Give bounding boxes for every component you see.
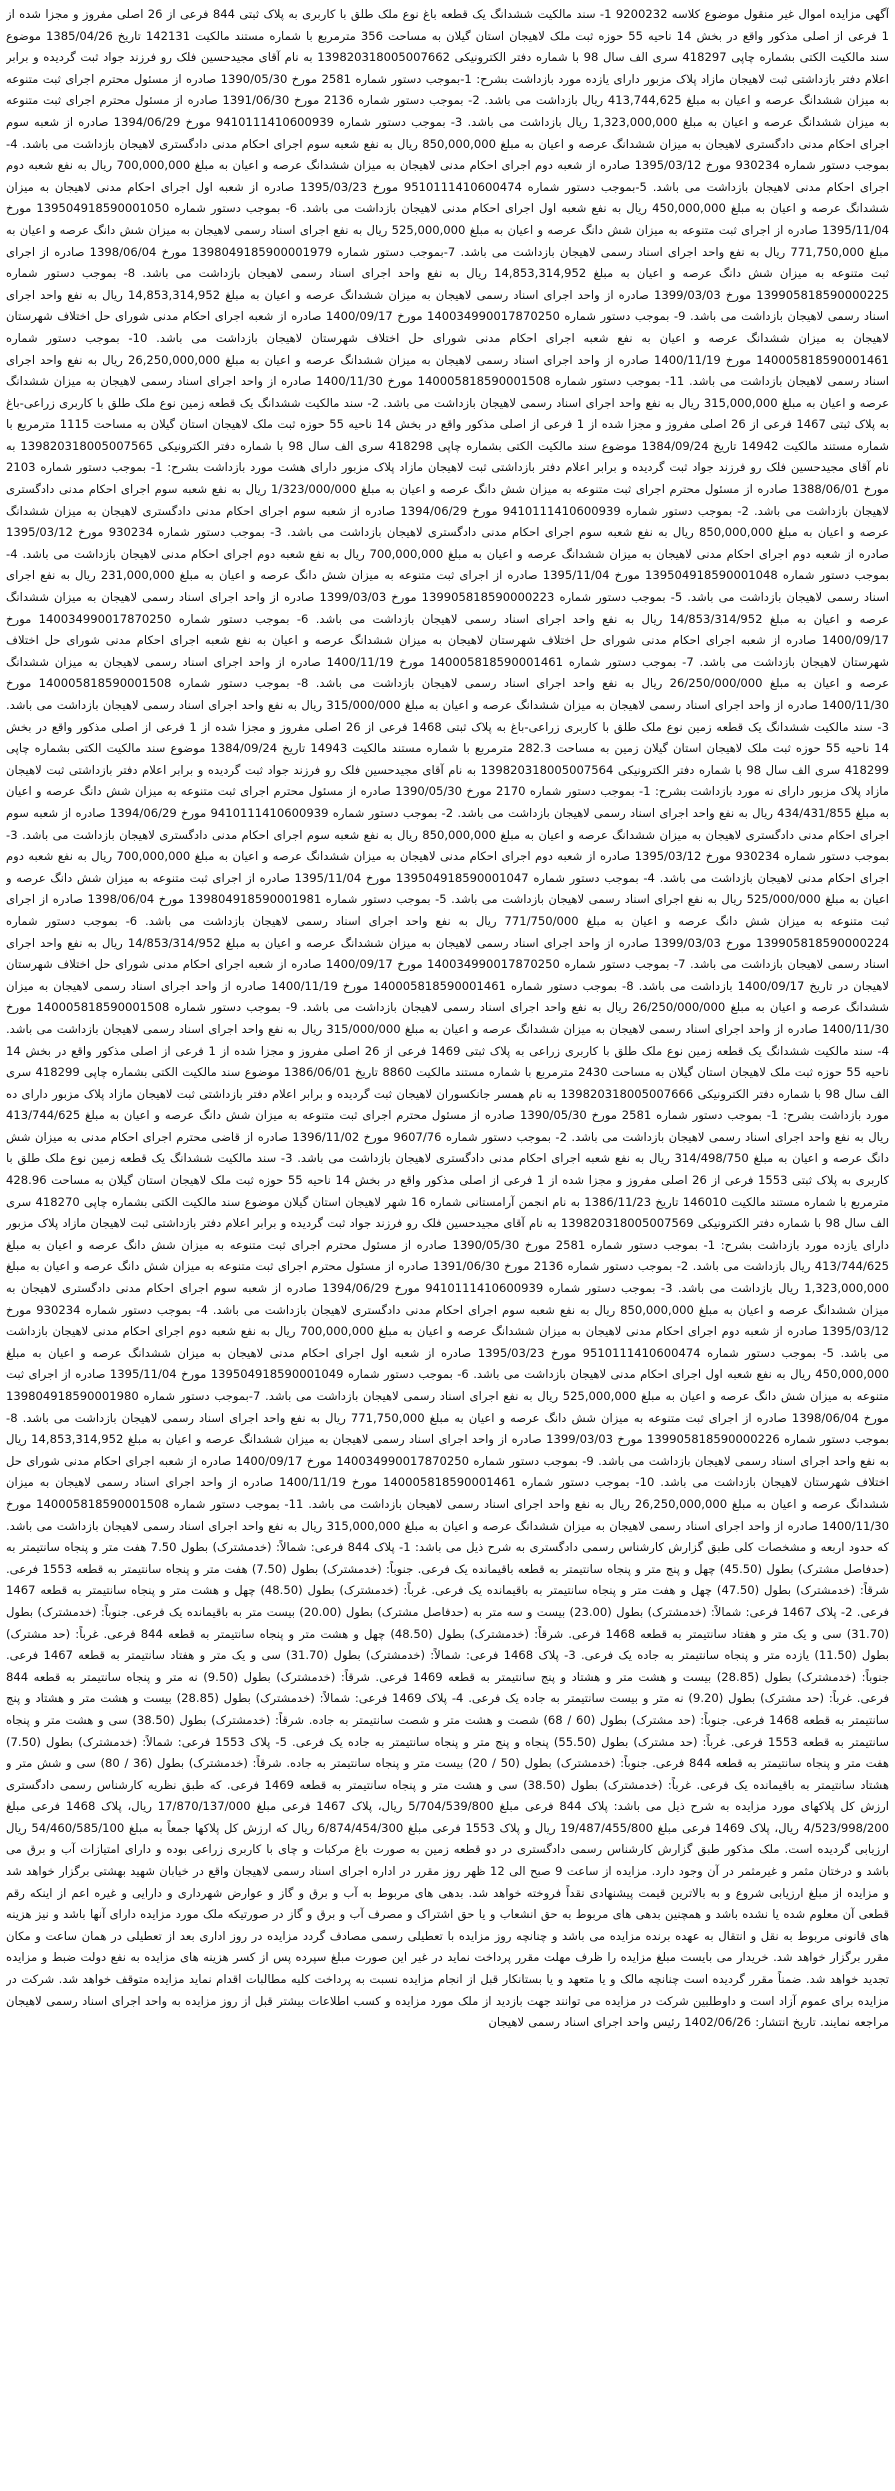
auction-notice-body: آگهی مزایده اموال غیر منقول موضوع کلاسه 9200232 1- سند مالکیت ششدانگ یک قطعه باغ نوع ملک طلق با کاربری به پلاک ثبتی 844 فرعی از 26 اصلی مفروز و مجزا شده از 1 فرعی از اصلی مذکور واقع در بخش 14 ناحیه 55 حوزه ثبت ملک لاهیجان استان گیلان به مساحت 356 مترمربع با شماره مستند مالکیت 142131 تاریخ 1385/04/26 موضوع سند مالکیت الکتی بشماره چاپی 418297 سری الف سال 98 با شماره دفتر الکترونیکی 139820318005007662 به نام آقای مجیدحسین فلک رو فرزند جواد ثبت گردیده و برابر اعلام دفتر بازداشتی ثبت لاهیجان مازاد پلاک مزبور دارای یازده مورد بازداشت بشرح: 1-بموجب دستور شماره 2581 مورخ 1390/05/30 صادره از مسئول محترم اجرای ثبت متنوعه به میزان ششدانگ عرصه و اعیان به مبلغ 413,744,625 ریال بازداشت می باشد. 2- بموجب دستور شماره 2136 مورخ 1391/06/30 صادره از مسئول محترم اجرای ثبت متنوعه به میزان ششدانگ عرصه و اعیان به مبلغ 1,323,000,000 ریال بازداشت می باشد. 3- بموجب دستور شماره 9410111410600939 مورخ 1394/06/29 صادره از شعبه سوم اجرای احکام مدنی دادگستری لاهیجان به میزان ششدانگ عرصه و اعیان به مبلغ 850,000,000 ریال به نفع شعبه سوم اجرای احکام مدنی دادگستری لاهیجان بازداشت می باشد. 4- بموجب دستور شماره 930234 مورخ 1395/03/12 صادره از شعبه دوم اجرای احکام مدنی لاهیجان به میزان ششدانگ عرصه و اعیان به مبلغ 700,000,000 ریال به نفع شعبه دوم اجرای احکام مدنی لاهیجان بازداشت می باشد. 5-بموجب دستور شماره 9510111410600474 مورخ 1395/03/23 صادره از شعبه اول اجرای احکام مدنی لاهیجان به میزان ششدانگ عرصه و اعیان به مبلغ 450,000,000 ریال به نفع شعبه اول اجرای احکام مدنی لاهیجان بازداشت می باشد. 6- بموجب دستور شماره 139504918590001050 مورخ 1395/11/04 صادره از اجرای ثبت متنوعه به میزان شش دانگ عرصه و اعیان به مبلغ 525,000,000 ریال به نفع اجرای اسناد رسمی لاهیجان به میزان شش دانگ عرصه و اعیان به مبلغ 771,750,000 ریال به نفع واحد اجرای اسناد رسمی لاهیجان بازداشت می باشد. 7-بموجب دستور شماره 1398049185900001979 مورخ 1398/06/04 صادره از اجرای ثبت متنوعه به میزان شش دانگ عرصه و اعیان به مبلغ 14,853,314,952 ریال به نفع واحد اجرای اسناد رسمی لاهیجان بازداشت می باشد. 8- بموجب دستور شماره 139905818590000225 مورخ 1399/03/03 صادره از واحد اجرای اسناد رسمی لاهیجان به میزان ششدانگ عرصه و اعیان به مبلغ 14,853,314,952 ریال به نفع واحد اجرای اسناد رسمی لاهیجان بازداشت می باشد. 9- بموجب دستور شماره 140034990017870250 مورخ 1400/09/17 صادره از شعبه اجرای احکام مدنی شورای حل اختلاف شهرستان لاهیجان به میزان ششدانگ عرصه و اعیان به نفع شعبه اجرای احکام مدنی شورای حل اختلاف شهرستان لاهیجان بازداشت می باشد. 10- بموجب دستور شماره 140005818590001461 مورخ 1400/11/19 صادره از واحد اجرای اسناد رسمی لاهیجان به میزان ششدانگ عرصه و اعیان به مبلغ 26,250,000,000 ریال به نفع واحد اجرای اسناد رسمی لاهیجان بازداشت می باشد. 11- بموجب دستور شماره 140005818590001508 مورخ 1400/11/30 صادره از واحد اجرای اسناد رسمی لاهیجان به میزان ششدانگ عرصه و اعیان به مبلغ 315,000,000 ریال به نفع واحد اجرای اسناد رسمی لاهیجان بازداشت می باشد. 2- سند مالکیت ششدانگ یک قطعه زمین نوع ملک طلق با کاربری زراعی-باغ به پلاک ثبتی 1467 فرعی از 26 اصلی مفروز و مجزا شده از 1 فرعی از اصلی مذکور واقع در بخش 14 ناحیه 55 حوزه ثبت ملک لاهیجان استان گیلان به مساحت 1115 مترمربع با شماره مستند مالکیت 14942 تاریخ 1384/09/24 موضوع سند مالکیت الکتی بشماره چاپی 418298 سری الف سال 98 با شماره دفتر الکترونیکی 139820318005007565 به نام آقای مجیدحسین فلک رو فرزند جواد ثبت گردیده و برابر اعلام دفتر بازداشتی ثبت لاهیجان مازاد پلاک مزبور دارای هشت مورد بازداشت بشرح: 1- بموجب دستور شماره 2103 مورخ 1388/06/01 صادره از مسئول محترم اجرای ثبت متنوعه به میزان شش دانگ عرصه و اعیان به مبلغ 1/323/000/000 ریال به نفع شعبه سوم اجرای احکام مدنی دادگستری لاهیجان بازداشت می باشد. 2- بموجب دستور شماره 9410111410600939 مورخ 1394/06/29 صادره از شعبه سوم اجرای احکام مدنی دادگستری لاهیجان به میزان ششدانگ عرصه و اعیان به مبلغ 850,000,000 ریال به نفع شعبه سوم اجرای احکام مدنی دادگستری لاهیجان بازداشت می باشد. 3- بموجب دستور شماره 930234 مورخ 1395/03/12 صادره از شعبه دوم اجرای احکام مدنی لاهیجان به میزان ششدانگ عرصه و اعیان به مبلغ 700,000,000 ریال به نفع شعبه دوم اجرای احکام مدنی لاهیجان بازداشت می باشد. 4- بموجب دستور شماره 139504918590001048 مورخ 1395/11/04 صادره از اجرای ثبت متنوعه به میزان شش دانگ عرصه و اعیان به مبلغ 231,000,000 ریال به نفع اجرای اسناد رسمی لاهیجان بازداشت می باشد. 5- بموجب دستور شماره 139905818590000223 مورخ 1399/03/03 صادره از واحد اجرای اسناد رسمی لاهیجان به میزان ششدانگ عرصه و اعیان به مبلغ 14/853/314/952 ریال به نفع واحد اجرای اسناد رسمی لاهیجان بازداشت می باشد. 6- بموجب دستور شماره 140034990017870250 مورخ 1400/09/17 صادره از شعبه اجرای احکام مدنی شورای حل اختلاف شهرستان لاهیجان به میزان ششدانگ عرصه و اعیان به نفع شعبه اجرای احکام مدنی شورای حل اختلاف شهرستان لاهیجان بازداشت می باشد. 7- بموجب دستور شماره 140005818590001461 مورخ 1400/11/19 صادره از واحد اجرای اسناد رسمی لاهیجان به میزان ششدانگ عرصه و اعیان به مبلغ 26/250/000/000 ریال به نفع واحد اجرای اسناد رسمی لاهیجان بازداشت می باشد. 8- بموجب دستور شماره 140005818590001508 مورخ 1400/11/30 صادره از واحد اجرای اسناد رسمی لاهیجان به میزان ششدانگ عرصه و اعیان به مبلغ 315/000/000 ریال به نفع واحد اجرای اسناد رسمی لاهیجان بازداشت می باشد. 3- سند مالکیت ششدانگ یک قطعه زمین نوع ملک طلق با کاربری زراعی-باغ به پلاک ثبتی 1468 فرعی از 26 اصلی مفروز و مجزا شده از 1 فرعی از اصلی مذکور واقع در بخش 14 ناحیه 55 حوزه ثبت ملک لاهیجان استان گیلان زمین به مساحت 282.3 مترمربع با شماره مستند مالکیت 14943 تاریخ 1384/09/24 موضوع سند مالکیت الکتی بشماره چاپی 418299 سری الف سال 98 با شماره دفتر الکترونیکی 139820318005007564 به نام آقای مجیدحسین فلک رو فرزند جواد ثبت گردیده و برابر اعلام دفتر بازداشتی ثبت لاهیجان مازاد پلاک مزبور دارای نه مورد بازداشت بشرح: 1- بموجب دستور شماره 2170 مورخ 1390/05/30 صادره از مسئول محترم اجرای ثبت متنوعه به میزان شش دانگ عرصه و اعیان به مبلغ 434/431/855 ریال به نفع واحد اجرای اسناد رسمی لاهیجان بازداشت می باشد. 2- بموجب دستور شماره 9410111410600939 مورخ 1394/06/29 صادره از شعبه سوم اجرای احکام مدنی دادگستری لاهیجان به میزان ششدانگ عرصه و اعیان به مبلغ 850,000,000 ریال به نفع شعبه سوم اجرای احکام مدنی دادگستری لاهیجان بازداشت می باشد. 3- بموجب دستور شماره 930234 مورخ 1395/03/12 صادره از شعبه دوم اجرای احکام مدنی لاهیجان به میزان ششدانگ عرصه و اعیان به مبلغ 700,000,000 ریال به نفع شعبه دوم اجرای احکام مدنی لاهیجان بازداشت می باشد. 4- بموجب دستور شماره 139504918590001047 مورخ 1395/11/04 صادره از اجرای ثبت متنوعه به میزان شش دانگ عرصه و اعیان به مبلغ 525/000/000 ریال به نفع اجرای اسناد رسمی لاهیجان بازداشت می باشد. 5- بموجب دستور شماره 139804918590001981 مورخ 1398/06/04 صادره از اجرای ثبت متنوعه به میزان شش دانگ عرصه و اعیان به مبلغ 771/750/000 ریال به نفع واحد اجرای اسناد رسمی لاهیجان بازداشت می باشد. 6- بموجب دستور شماره 139905818590000224 مورخ 1399/03/03 صادره از واحد اجرای اسناد رسمی لاهیجان به میزان ششدانگ عرصه و اعیان به مبلغ 14/853/314/952 ریال به نفع واحد اجرای اسناد رسمی لاهیجان بازداشت می باشد. 7- بموجب دستور شماره 140034990017870250 مورخ 1400/09/17 صادره از شعبه اجرای احکام مدنی شورای حل اختلاف شهرستان لاهیجان در تاریخ 1400/09/17 بازداشت می باشد. 8- بموجب دستور شماره 140005818590001461 مورخ 1400/11/19 صادره از واحد اجرای اسناد رسمی لاهیجان به میزان ششدانگ عرصه و اعیان به مبلغ 26/250/000/000 ریال به نفع واحد اجرای اسناد رسمی لاهیجان بازداشت می باشد. 9- بموجب دستور شماره 140005818590001508 مورخ 1400/11/30 صادره از واحد اجرای اسناد رسمی لاهیجان به میزان ششدانگ عرصه و اعیان به مبلغ 315/000/000 ریال به نفع واحد اجرای اسناد رسمی لاهیجان بازداشت می باشد. 4- سند مالکیت ششدانگ یک قطعه زمین نوع ملک طلق با کاربری زراعی به پلاک ثبتی 1469 فرعی از 26 اصلی مفروز و مجزا شده از 1 فرعی از اصلی مذکور واقع در بخش 14 ناحیه 55 حوزه ثبت ملک لاهیجان استان گیلان به مساحت 2430 مترمربع با شماره مستند مالکیت 8860 تاریخ 1386/06/01 موضوع سند مالکیت الکتی بشماره چاپی 418299 سری الف سال 98 با شماره دفتر الکترونیکی 139820318005007666 به نام همسر جانکسوران لاهیجان ثبت گردیده و برابر اعلام دفتر بازداشتی ثبت لاهیجان مازاد پلاک مزبور دارای ده مورد بازداشت بشرح: 1- بموجب دستور شماره 2581 مورخ 1390/05/30 صادره از مسئول محترم اجرای ثبت متنوعه به میزان شش دانگ عرصه و اعیان به مبلغ 413/744/625 ریال به نفع واحد اجرای اسناد رسمی لاهیجان بازداشت می باشد. 2- بموجب دستور شماره 9607/76 مورخ 1396/11/02 صادره از قاضی محترم اجرای احکام مدنی به میزان شش دانگ عرصه و اعیان به مبلغ 314/498/750 ریال به نفع شعبه اجرای احکام مدنی دادگستری لاهیجان بازداشت می باشد. 3- سند مالکیت ششدانگ یک قطعه زمین نوع ملک طلق با کاربری به پلاک ثبتی 1553 فرعی از 26 اصلی مفروز و مجزا شده از 1 فرعی از اصلی مذکور واقع در بخش 14 ناحیه 55 حوزه ثبت ملک لاهیجان استان گیلان به مساحت 428.96 مترمربع با شماره مستند مالکیت 146010 تاریخ 1386/11/23 به نام انجمن آرامستانی شماره 16 شهر لاهیجان استان گیلان موضوع سند مالکیت الکتی بشماره چاپی 418270 سری الف سال 98 با شماره دفتر الکترونیکی 139820318005007569 به نام آقای مجیدحسین فلک رو فرزند جواد ثبت گردیده و برابر اعلام دفتر بازداشتی ثبت لاهیجان مازاد پلاک مزبور دارای یازده مورد بازداشت بشرح: 1- بموجب دستور شماره 2581 مورخ 1390/05/30 صادره از مسئول محترم اجرای ثبت متنوعه به میزان شش دانگ عرصه و اعیان به مبلغ 413/744/625 ریال بازداشت می باشد. 2- بموجب دستور شماره 2136 مورخ 1391/06/30 صادره از مسئول محترم اجرای ثبت متنوعه به میزان شش دانگ عرصه و اعیان به مبلغ 1,323,000,000 ریال بازداشت می باشد. 3- بموجب دستور شماره 9410111410600939 مورخ 1394/06/29 صادره از شعبه سوم اجرای احکام مدنی دادگستری لاهیجان به میزان ششدانگ عرصه و اعیان به مبلغ 850,000,000 ریال به نفع شعبه سوم اجرای احکام مدنی دادگستری لاهیجان بازداشت می باشد. 4- بموجب دستور شماره 930234 مورخ 1395/03/12 صادره از شعبه دوم اجرای احکام مدنی لاهیجان به میزان ششدانگ عرصه و اعیان به مبلغ 700,000,000 ریال به نفع شعبه دوم اجرای احکام مدنی لاهیجان بازداشت می باشد. 5- بموجب دستور شماره 9510111410600474 مورخ 1395/03/23 صادره از شعبه اول اجرای احکام مدنی لاهیجان به میزان ششدانگ عرصه و اعیان به مبلغ 450,000,000 ریال به نفع شعبه اول اجرای احکام مدنی لاهیجان بازداشت می باشد. 6- بموجب دستور شماره 139504918590001049 مورخ 1395/11/04 صادره از اجرای ثبت متنوعه به میزان شش دانگ عرصه و اعیان به مبلغ 525,000,000 ریال به نفع اجرای اسناد رسمی لاهیجان بازداشت می باشد. 7-بموجب دستور شماره 139804918590001980 مورخ 1398/06/04 صادره از اجرای ثبت متنوعه به میزان شش دانگ عرصه و اعیان به مبلغ 771,750,000 ریال به نفع واحد اجرای اسناد رسمی لاهیجان بازداشت می باشد. 8- بموجب دستور شماره 139905818590000226 مورخ 1399/03/03 صادره از واحد اجرای اسناد رسمی لاهیجان به میزان ششدانگ عرصه و اعیان به مبلغ 14,853,314,952 ریال به نفع واحد اجرای اسناد رسمی لاهیجان بازداشت می باشد. 9- بموجب دستور شماره 140034990017870250 مورخ 1400/09/17 صادره از شعبه اجرای احکام مدنی شورای حل اختلاف شهرستان لاهیجان بازداشت می باشد. 10- بموجب دستور شماره 140005818590001461 مورخ 1400/11/19 صادره از واحد اجرای اسناد رسمی لاهیجان به میزان ششدانگ عرصه و اعیان به مبلغ 26,250,000,000 ریال به نفع واحد اجرای اسناد رسمی لاهیجان بازداشت می باشد. 11- بموجب دستور شماره 140005818590001508 مورخ 1400/11/30 صادره از واحد اجرای اسناد رسمی لاهیجان به میزان ششدانگ عرصه و اعیان به مبلغ 315,000,000 ریال به نفع واحد اجرای اسناد رسمی لاهیجان بازداشت می باشد. که حدود اربعه و مشخصات کلی طبق گزارش کارشناس رسمی دادگستری به شرح ذیل می باشد: 1- پلاک 844 فرعی: شمالاً: (خدمشترک) بطول 7.50 هفت متر و پنجاه سانتیمتر به (حدفاصل مشترک) بطول (45.50) چهل و پنج متر و پنجاه سانتیمتر به قطعه باقیمانده یک فرعی. جنوباً: (خدمشترک) بطول (7.50) هفت متر و پنجاه سانتیمتر به قطعه 1553 فرعی. شرقاً: (خدمشترک) بطول (47.50) چهل و هفت متر و پنجاه سانتیمتر به باقیمانده یک فرعی. غرباً: (خدمشترک) بطول (48.50) چهل و هشت متر و پنجاه سانتیمتر به قطعه 1467 فرعی. 2- پلاک 1467 فرعی: شمالاً: (خدمشترک) بطول (23.00) بیست و سه متر به (حدفاصل مشترک) بطول (20.00) بیست متر به باقیمانده یک فرعی. جنوباً: (خدمشترک) بطول (31.70) سی و یک متر و هفتاد سانتیمتر به قطعه 1468 فرعی. شرقاً: (خدمشترک) بطول (48.50) چهل و هشت متر و پنجاه سانتیمتر به قطعه 844 فرعی. غرباً: (حد مشترک) بطول (11.50) یازده متر و پنجاه سانتیمتر به جاده یک فرعی. 3- پلاک 1468 فرعی: شمالاً: (خدمشترک) بطول (31.70) سی و یک متر و هفتاد سانتیمتر به قطعه 1467 فرعی. جنوباً: (خدمشترک) بطول (28.85) بیست و هشت متر و هشتاد و پنج سانتیمتر به قطعه 1469 فرعی. شرقاً: (خدمشترک) بطول (9.50) نه متر و پنجاه سانتیمتر به قطعه 844 فرعی. غرباً: (حد مشترک) بطول (9.20) نه متر و بیست سانتیمتر به جاده یک فرعی. 4- پلاک 1469 فرعی: شمالاً: (خدمشترک) بطول (28.85) بیست و هشت متر و هشتاد و پنج سانتیمتر به قطعه 1468 فرعی. جنوباً: (حد مشترک) بطول (60 / 68) شصت و هشت متر و شصت سانتیمتر به جاده. شرقاً: (خدمشترک) بطول (38.50) سی و هشت متر و پنجاه سانتیمتر به قطعه 1553 فرعی. غرباً: (حد مشترک) بطول (55.50) پنجاه و پنج متر و پنجاه سانتیمتر به جاده یک فرعی. 5- پلاک 1553 فرعی: شمالاً: (خدمشترک) بطول (7.50) هفت متر و پنجاه سانتیمتر به قطعه 844 فرعی. جنوباً: (خدمشترک) بطول (50 / 20) بیست متر و پنجاه سانتیمتر به جاده. شرقاً: (خدمشترک) بطول (36 / 80) سی و شش متر و هشتاد سانتیمتر به باقیمانده یک فرعی. غرباً: (خدمشترک) بطول (38.50) سی و هشت متر و پنجاه سانتیمتر به قطعه 1469 فرعی. که طبق نظریه کارشناس رسمی دادگستری ارزش کل پلاکهای مورد مزایده به شرح ذیل می باشد: پلاک 844 فرعی مبلغ 5/704/539/800 ریال، پلاک 1467 فرعی مبلغ 17/870/137/000 ریال، پلاک 1468 فرعی مبلغ 4/523/998/200 ریال، پلاک 1469 فرعی مبلغ 19/487/455/800 ریال و پلاک 1553 فرعی مبلغ 6/874/454/300 ریال که ارزش کل پلاکها جمعاً به مبلغ 54/460/585/100 ریال ارزیابی گردیده است. ملک مذکور طبق گزارش کارشناس رسمی دادگستری در دو قطعه زمین به صورت باغ مرکبات و چای با کاربری زراعی بوده و دارای امتیازات آب و برق می باشد و درختان مثمر و غیرمثمر در آن وجود دارد. مزایده از ساعت 9 صبح الی 12 ظهر روز مقرر در اداره اجرای اسناد رسمی لاهیجان واقع در خیابان شهید بهشتی برگزار خواهد شد و مزایده از مبلغ ارزیابی شروع و به بالاترین قیمت پیشنهادی نقداً فروخته خواهد شد. بدهی های مربوط به آب و برق و گاز و عوارض شهرداری و دارایی و غیره اعم از اینکه رقم قطعی آن معلوم شده یا نشده باشد و همچنین بدهی های مربوط به حق انشعاب و یا حق اشتراک و مصرف آب و برق و گاز در صورتیکه ملک مورد مزایده دارای آنها باشد و نیز هزینه های قانونی مربوط به نقل و انتقال به عهده برنده مزایده می باشد و چنانچه روز مزایده با تعطیلی رسمی مصادف گردد مزایده در روز اداری بعد از تعطیلی در همان ساعت و مکان مقرر برگزار خواهد شد. خریدار می بایست مبلغ مزایده را ظرف مهلت مقرر پرداخت نماید در غیر این صورت مبلغ سپرده پس از کسر هزینه های مزایده به نفع دولت ضبط و مزایده تجدید خواهد شد. ضمناً مقرر گردیده است چنانچه مالک و یا متعهد و یا بستانکار قبل از انجام مزایده نسبت به پرداخت کلیه مطالبات اقدام نماید مزایده متوقف خواهد شد. شرکت در مزایده برای عموم آزاد است و داوطلبین شرکت در مزایده می توانند جهت بازدید از ملک مورد مزایده و کسب اطلاعات بیشتر قبل از روز مزایده به واحد اجرای اسناد رسمی لاهیجان مراجعه نمایند. تاریخ انتشار: 1402/06/26 رئیس واحد اجرای اسناد رسمی لاهیجان bbox=[6, 7, 889, 2030]
auction-notice-page bbox=[6, 4, 889, 2487]
